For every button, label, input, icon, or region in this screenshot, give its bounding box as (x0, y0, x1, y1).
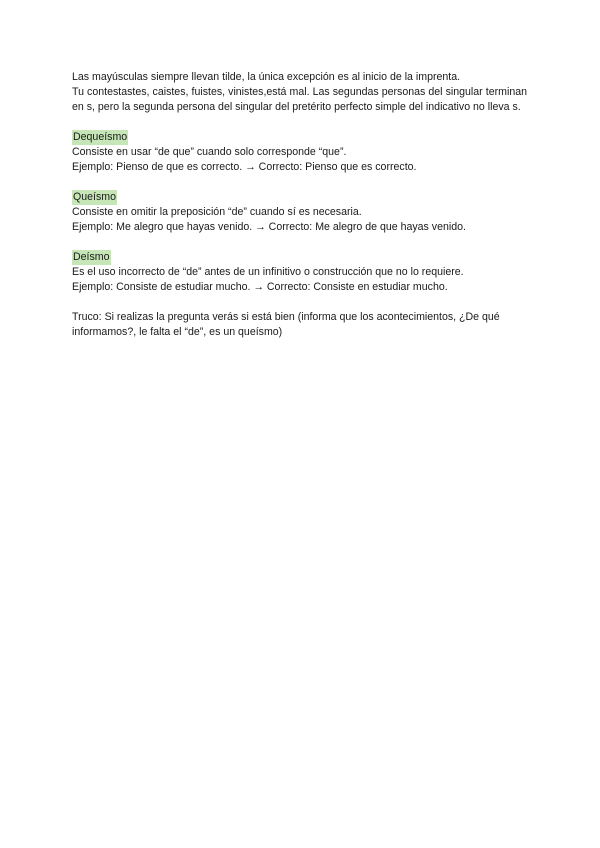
section-heading-queismo: Queísmo (73, 191, 116, 203)
section-dequeismo (72, 130, 527, 175)
intro-line: Las mayúsculas siempre llevan tilde, la única excepción es al inicio de la imprenta. (72, 71, 461, 83)
intro-paragraph: Tu contestastes, caistes, fuistes, vinistes,está mal. Las segundas personas del singular terminan en s, pero la segunda persona del singular del pretérito perfecto simple del indicativo no lleva s. (72, 86, 527, 113)
document-content (72, 70, 527, 340)
section-definition: Consiste en usar “de que” cuando solo corresponde “que”. (72, 146, 347, 158)
section-queismo (72, 190, 527, 235)
section-heading-dequeismo: Dequeísmo (73, 131, 128, 143)
section-example: Ejemplo: Me alegro que hayas venido. → Correcto: Me alegro de que hayas venido. (72, 221, 466, 233)
section-example: Ejemplo: Consiste de estudiar mucho. → Correcto: Consiste en estudiar mucho. (72, 281, 448, 293)
section-definition: Es el uso incorrecto de “de” antes de un infinitivo o construcción que no lo requiere. (72, 266, 464, 278)
section-example: Ejemplo: Pienso de que es correcto. → Correcto: Pienso que es correcto. (72, 161, 417, 173)
tip-block (72, 310, 527, 340)
section-heading-deismo: Deísmo (73, 251, 110, 263)
section-deismo (72, 250, 527, 295)
tip-text: Truco: Si realizas la pregunta verás si está bien (informa que los acontecimientos, ¿De qué informamos?, le falta el “de”, es un queísmo) (72, 311, 500, 338)
section-definition: Consiste en omitir la preposición “de” cuando sí es necesaria. (72, 206, 362, 218)
